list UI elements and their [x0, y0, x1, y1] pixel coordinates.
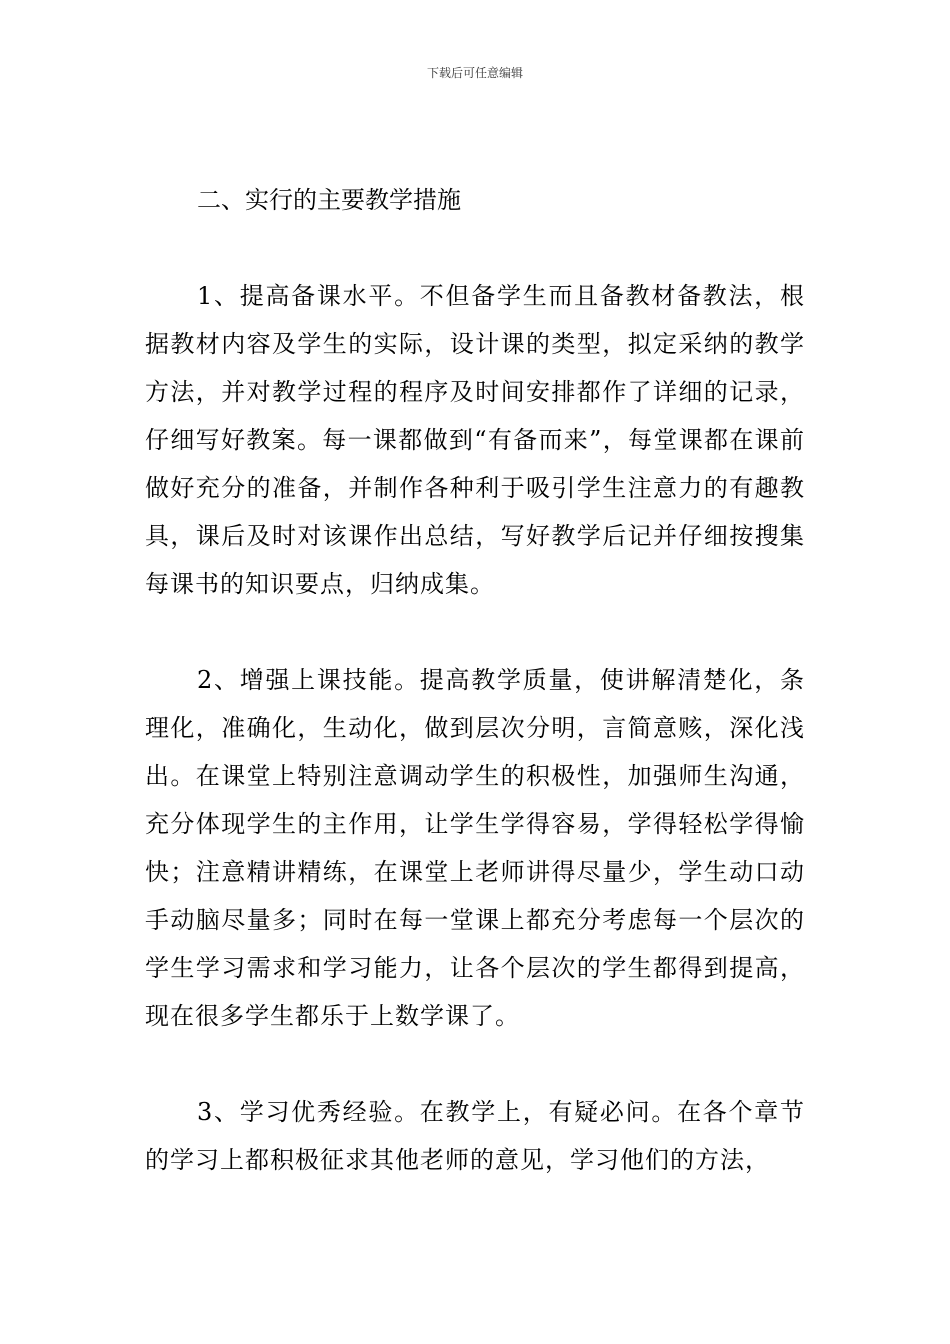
paragraph-2: 2、增强上课技能。提高教学质量，使讲解清楚化，条理化，准确化，生动化，做到层次分明，言简意赅，深化浅出。在课堂上特别注意调动学生的积极性，加强师生沟通，充分体现学生的主作用，让学生学得容易，学得轻松学得愉快；注意精讲精练，在课堂上老师讲得尽量少，学生动口动手动脑尽量多；同时在每一堂课上都充分考虑每一个层次的学生学习需求和学习能力，让各个层次的学生都得到提高，现在很多学生都乐于上数学课了。 [145, 666, 805, 1030]
document-body [145, 176, 805, 1232]
paragraph-3: 3、学习优秀经验。在教学上，有疑必问。在各个章节的学习上都积极征求其他老师的意见，学习他们的方法， [145, 1098, 805, 1174]
paragraph-1: 1、提高备课水平。不但备学生而且备教材备教法，根据教材内容及学生的实际，设计课的类型，拟定采纳的教学方法，并对教学过程的程序及时间安排都作了详细的记录，仔细写好教案。每一课都做到“有备而来”，每堂课都在课前做好充分的准备，并制作各种利于吸引学生注意力的有趣教具，课后及时对该课作出总结，写好教学后记并仔细按搜集每课书的知识要点，归纳成集。 [145, 282, 805, 598]
page-header: 下载后可任意编辑 [426, 66, 523, 80]
section-heading: 二、实行的主要教学措施 [197, 186, 461, 214]
